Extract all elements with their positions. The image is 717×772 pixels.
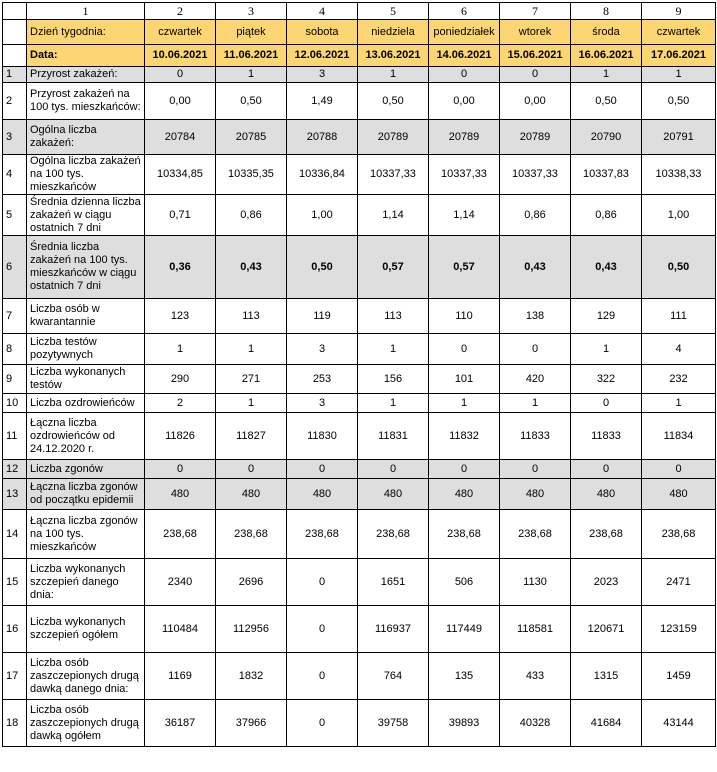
value-cell: 11833 — [500, 413, 571, 460]
value-cell: 41684 — [571, 700, 642, 747]
value-cell: 11827 — [216, 413, 287, 460]
value-cell: 113 — [358, 299, 429, 334]
column-number-cell: 1 — [27, 3, 145, 20]
value-cell: 238,68 — [358, 510, 429, 559]
value-cell: 11826 — [145, 413, 216, 460]
weekday-cell: piątek — [216, 20, 287, 45]
value-cell: 0 — [145, 460, 216, 479]
row-number-cell: 16 — [3, 606, 27, 653]
value-cell: 0,36 — [145, 236, 216, 299]
value-cell: 0 — [287, 606, 358, 653]
value-cell: 480 — [145, 479, 216, 510]
date-cell: 15.06.2021 — [500, 45, 571, 67]
header-label: Data: — [27, 45, 145, 67]
weekday-cell: niedziela — [358, 20, 429, 45]
date-cell: 13.06.2021 — [358, 45, 429, 67]
row-number-cell: 12 — [3, 460, 27, 479]
value-cell: 480 — [500, 479, 571, 510]
table-row — [3, 236, 716, 299]
value-cell: 0 — [287, 559, 358, 606]
statistics-table — [2, 2, 716, 747]
value-cell: 238,68 — [429, 510, 500, 559]
value-cell: 1 — [358, 67, 429, 83]
table-row — [3, 83, 716, 120]
table-row — [3, 334, 716, 365]
value-cell: 10334,85 — [145, 155, 216, 195]
value-cell: 20789 — [429, 120, 500, 155]
value-cell: 1 — [358, 334, 429, 365]
value-cell: 1130 — [500, 559, 571, 606]
column-number-cell: 4 — [287, 3, 358, 20]
value-cell: 101 — [429, 365, 500, 394]
date-cell: 10.06.2021 — [145, 45, 216, 67]
date-cell: 12.06.2021 — [287, 45, 358, 67]
value-cell: 1 — [571, 334, 642, 365]
value-cell: 1 — [216, 334, 287, 365]
table-row — [3, 479, 716, 510]
row-label-cell: Liczba wykonanych szczepień danego dnia: — [27, 559, 145, 606]
value-cell: 480 — [571, 479, 642, 510]
table-row — [3, 67, 716, 83]
value-cell: 0 — [287, 700, 358, 747]
value-cell: 0,86 — [216, 195, 287, 236]
value-cell: 10337,83 — [571, 155, 642, 195]
value-cell: 480 — [642, 479, 716, 510]
value-cell: 0 — [216, 460, 287, 479]
value-cell: 1,00 — [642, 195, 716, 236]
value-cell: 4 — [642, 334, 716, 365]
table-row — [3, 653, 716, 700]
row-label-cell: Liczba osób w kwarantannie — [27, 299, 145, 334]
weekday-cell: czwartek — [642, 20, 716, 45]
row-number-cell: 5 — [3, 195, 27, 236]
value-cell: 135 — [429, 653, 500, 700]
value-cell: 0 — [145, 67, 216, 83]
value-cell: 119 — [287, 299, 358, 334]
value-cell: 120671 — [571, 606, 642, 653]
value-cell: 117449 — [429, 606, 500, 653]
value-cell: 0 — [500, 460, 571, 479]
row-label-cell: Liczba wykonanych szczepień ogółem — [27, 606, 145, 653]
value-cell: 40328 — [500, 700, 571, 747]
value-cell: 2 — [145, 394, 216, 413]
corner-cell — [3, 45, 27, 67]
table-row — [3, 510, 716, 559]
value-cell: 480 — [216, 479, 287, 510]
corner-cell — [3, 3, 27, 20]
weekday-cell: czwartek — [145, 20, 216, 45]
row-number-cell: 10 — [3, 394, 27, 413]
value-cell: 37966 — [216, 700, 287, 747]
value-cell: 0 — [358, 460, 429, 479]
value-cell: 238,68 — [287, 510, 358, 559]
row-number-cell: 9 — [3, 365, 27, 394]
row-number-cell: 13 — [3, 479, 27, 510]
value-cell: 20789 — [358, 120, 429, 155]
value-cell: 39758 — [358, 700, 429, 747]
value-cell: 1315 — [571, 653, 642, 700]
value-cell: 113 — [216, 299, 287, 334]
table-row — [3, 299, 716, 334]
value-cell: 480 — [287, 479, 358, 510]
table-row — [3, 606, 716, 653]
table-row — [3, 120, 716, 155]
weekday-cell: wtorek — [500, 20, 571, 45]
value-cell: 1,49 — [287, 83, 358, 120]
value-cell: 43144 — [642, 700, 716, 747]
value-cell: 10337,33 — [500, 155, 571, 195]
row-label-cell: Średnia dzienna liczba zakażeń w ciągu ostatnich 7 dni — [27, 195, 145, 236]
value-cell: 20788 — [287, 120, 358, 155]
row-label-cell: Przyrost zakażeń: — [27, 67, 145, 83]
row-number-cell: 8 — [3, 334, 27, 365]
value-cell: 123159 — [642, 606, 716, 653]
value-cell: 1 — [642, 67, 716, 83]
value-cell: 3 — [287, 394, 358, 413]
value-cell: 0,57 — [358, 236, 429, 299]
row-number-cell: 3 — [3, 120, 27, 155]
row-label-cell: Liczba osób zaszczepionych drugą dawką danego dnia: — [27, 653, 145, 700]
value-cell: 10335,35 — [216, 155, 287, 195]
value-cell: 0,00 — [500, 83, 571, 120]
value-cell: 506 — [429, 559, 500, 606]
table-row — [3, 365, 716, 394]
date-cell: 14.06.2021 — [429, 45, 500, 67]
value-cell: 1 — [429, 394, 500, 413]
row-label-cell: Liczba ozdrowieńców — [27, 394, 145, 413]
table-row — [3, 394, 716, 413]
column-number-cell: 7 — [500, 3, 571, 20]
table-row — [3, 413, 716, 460]
value-cell: 11833 — [571, 413, 642, 460]
weekday-header-row — [3, 20, 716, 45]
value-cell: 110 — [429, 299, 500, 334]
date-cell: 17.06.2021 — [642, 45, 716, 67]
table-row — [3, 460, 716, 479]
row-number-cell: 2 — [3, 83, 27, 120]
value-cell: 10338,33 — [642, 155, 716, 195]
weekday-cell: środa — [571, 20, 642, 45]
value-cell: 1 — [500, 394, 571, 413]
value-cell: 0 — [287, 653, 358, 700]
value-cell: 2023 — [571, 559, 642, 606]
value-cell: 271 — [216, 365, 287, 394]
value-cell: 112956 — [216, 606, 287, 653]
value-cell: 0,86 — [571, 195, 642, 236]
value-cell: 433 — [500, 653, 571, 700]
row-number-cell: 17 — [3, 653, 27, 700]
value-cell: 1 — [145, 334, 216, 365]
weekday-cell: poniedziałek — [429, 20, 500, 45]
value-cell: 253 — [287, 365, 358, 394]
value-cell: 0,50 — [642, 236, 716, 299]
value-cell: 238,68 — [145, 510, 216, 559]
value-cell: 0 — [287, 460, 358, 479]
value-cell: 0 — [429, 67, 500, 83]
value-cell: 0,50 — [642, 83, 716, 120]
value-cell: 138 — [500, 299, 571, 334]
value-cell: 20784 — [145, 120, 216, 155]
value-cell: 480 — [429, 479, 500, 510]
value-cell: 0,71 — [145, 195, 216, 236]
header-label: Dzień tygodnia: — [27, 20, 145, 45]
column-number-row — [3, 3, 716, 20]
date-cell: 16.06.2021 — [571, 45, 642, 67]
row-label-cell: Ogólna liczba zakażeń na 100 tys. mieszkańców — [27, 155, 145, 195]
column-number-cell: 6 — [429, 3, 500, 20]
row-label-cell: Łączna liczba ozdrowieńców od 24.12.2020 r. — [27, 413, 145, 460]
value-cell: 0,00 — [145, 83, 216, 120]
value-cell: 764 — [358, 653, 429, 700]
value-cell: 0 — [500, 67, 571, 83]
table-row — [3, 559, 716, 606]
value-cell: 238,68 — [571, 510, 642, 559]
row-number-cell: 14 — [3, 510, 27, 559]
value-cell: 1 — [358, 394, 429, 413]
value-cell: 0 — [571, 394, 642, 413]
column-number-cell: 5 — [358, 3, 429, 20]
column-number-cell: 9 — [642, 3, 716, 20]
value-cell: 2340 — [145, 559, 216, 606]
corner-cell — [3, 20, 27, 45]
value-cell: 11831 — [358, 413, 429, 460]
value-cell: 0,50 — [571, 83, 642, 120]
table-row — [3, 155, 716, 195]
row-number-cell: 11 — [3, 413, 27, 460]
value-cell: 10337,33 — [429, 155, 500, 195]
value-cell: 118581 — [500, 606, 571, 653]
column-number-cell: 8 — [571, 3, 642, 20]
row-label-cell: Liczba zgonów — [27, 460, 145, 479]
value-cell: 10336,84 — [287, 155, 358, 195]
value-cell: 0,43 — [216, 236, 287, 299]
value-cell: 0,50 — [358, 83, 429, 120]
row-label-cell: Ogólna liczba zakażeń: — [27, 120, 145, 155]
value-cell: 116937 — [358, 606, 429, 653]
value-cell: 232 — [642, 365, 716, 394]
value-cell: 0 — [500, 334, 571, 365]
value-cell: 1 — [216, 394, 287, 413]
row-number-cell: 18 — [3, 700, 27, 747]
value-cell: 129 — [571, 299, 642, 334]
row-label-cell: Liczba osób zaszczepionych drugą dawką ogółem — [27, 700, 145, 747]
value-cell: 290 — [145, 365, 216, 394]
value-cell: 11834 — [642, 413, 716, 460]
value-cell: 20785 — [216, 120, 287, 155]
value-cell: 0,86 — [500, 195, 571, 236]
value-cell: 1 — [216, 67, 287, 83]
value-cell: 238,68 — [500, 510, 571, 559]
value-cell: 111 — [642, 299, 716, 334]
row-label-cell: Średnia liczba zakażeń na 100 tys. mieszkańców w ciągu ostatnich 7 dni — [27, 236, 145, 299]
value-cell: 156 — [358, 365, 429, 394]
value-cell: 10337,33 — [358, 155, 429, 195]
value-cell: 1,14 — [429, 195, 500, 236]
value-cell: 0 — [429, 460, 500, 479]
value-cell: 20789 — [500, 120, 571, 155]
value-cell: 1 — [642, 394, 716, 413]
value-cell: 0,43 — [500, 236, 571, 299]
row-number-cell: 6 — [3, 236, 27, 299]
value-cell: 11832 — [429, 413, 500, 460]
value-cell: 0,57 — [429, 236, 500, 299]
value-cell: 36187 — [145, 700, 216, 747]
value-cell: 0,50 — [287, 236, 358, 299]
value-cell: 1832 — [216, 653, 287, 700]
value-cell: 0,00 — [429, 83, 500, 120]
value-cell: 1 — [571, 67, 642, 83]
value-cell: 1,00 — [287, 195, 358, 236]
value-cell: 39893 — [429, 700, 500, 747]
value-cell: 420 — [500, 365, 571, 394]
value-cell: 1459 — [642, 653, 716, 700]
value-cell: 20791 — [642, 120, 716, 155]
weekday-cell: sobota — [287, 20, 358, 45]
column-number-cell: 3 — [216, 3, 287, 20]
value-cell: 110484 — [145, 606, 216, 653]
column-number-cell: 2 — [145, 3, 216, 20]
row-number-cell: 15 — [3, 559, 27, 606]
value-cell: 480 — [358, 479, 429, 510]
value-cell: 1651 — [358, 559, 429, 606]
value-cell: 3 — [287, 67, 358, 83]
row-label-cell: Liczba testów pozytywnych — [27, 334, 145, 365]
table-row — [3, 700, 716, 747]
value-cell: 0 — [571, 460, 642, 479]
value-cell: 3 — [287, 334, 358, 365]
row-label-cell: Liczba wykonanych testów — [27, 365, 145, 394]
value-cell: 2696 — [216, 559, 287, 606]
value-cell: 123 — [145, 299, 216, 334]
value-cell: 238,68 — [216, 510, 287, 559]
value-cell: 0,50 — [216, 83, 287, 120]
value-cell: 20790 — [571, 120, 642, 155]
value-cell: 0 — [642, 460, 716, 479]
value-cell: 0 — [429, 334, 500, 365]
row-label-cell: Łączna liczba zgonów od początku epidemii — [27, 479, 145, 510]
value-cell: 1169 — [145, 653, 216, 700]
table-row — [3, 195, 716, 236]
value-cell: 11830 — [287, 413, 358, 460]
value-cell: 2471 — [642, 559, 716, 606]
date-header-row — [3, 45, 716, 67]
date-cell: 11.06.2021 — [216, 45, 287, 67]
value-cell: 0,43 — [571, 236, 642, 299]
row-label-cell: Łączna liczba zgonów na 100 tys. mieszkańców — [27, 510, 145, 559]
value-cell: 1,14 — [358, 195, 429, 236]
row-number-cell: 7 — [3, 299, 27, 334]
row-label-cell: Przyrost zakażeń na 100 tys. mieszkańców: — [27, 83, 145, 120]
value-cell: 322 — [571, 365, 642, 394]
value-cell: 238,68 — [642, 510, 716, 559]
row-number-cell: 4 — [3, 155, 27, 195]
row-number-cell: 1 — [3, 67, 27, 83]
